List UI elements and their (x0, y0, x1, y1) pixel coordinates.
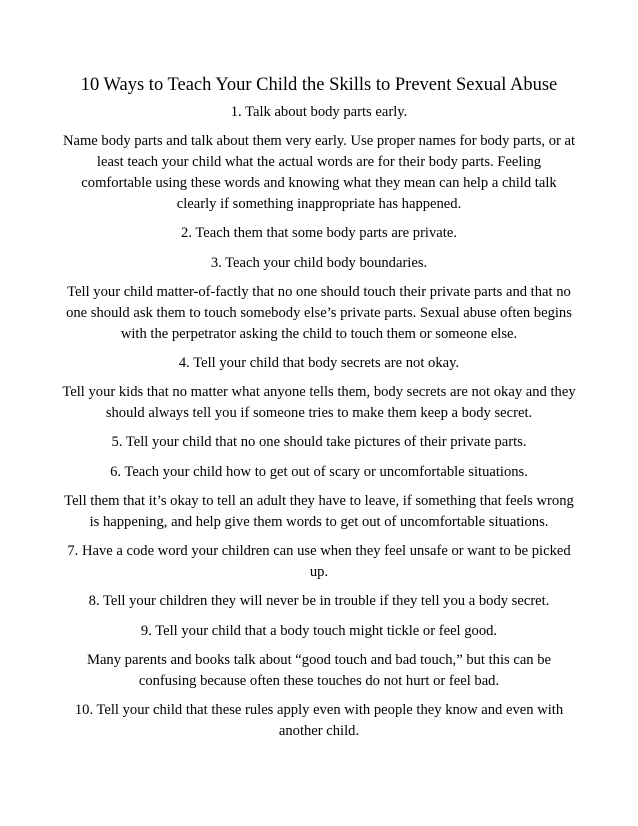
section-heading-10: 10. Tell your child that these rules apply even with people they know and even with another child. (74, 702, 564, 739)
section-body-4: Tell your kids that no matter what anyone tells them, body secrets are not okay and they should always tell you if someone tries to make them keep a body secret. (62, 384, 576, 421)
section-heading-3: 3. Teach your child body boundaries. (210, 255, 428, 271)
section-heading-4: 4. Tell your child that body secrets are not okay. (178, 355, 460, 371)
section-heading-9: 9. Tell your child that a body touch might tickle or feel good. (140, 623, 498, 639)
section-heading-5: 5. Tell your child that no one should take pictures of their private parts. (111, 434, 527, 450)
section-heading-8: 8. Tell your children they will never be in trouble if they tell you a body secret. (88, 593, 550, 609)
section-heading-7: 7. Have a code word your children can use when they feel unsafe or want to be picked up. (67, 543, 571, 580)
section-heading-6: 6. Teach your child how to get out of scary or uncomfortable situations. (110, 464, 528, 480)
section-heading-2: 2. Teach them that some body parts are private. (181, 225, 457, 241)
section-heading-1: 1. Talk about body parts early. (230, 104, 408, 120)
section-body-6: Tell them that it’s okay to tell an adult they have to leave, if something that feels wrong is happening, and help give them words to get out of uncomfortable situations. (64, 493, 574, 530)
document-content (60, 74, 578, 750)
section-body-3: Tell your child matter-of-factly that no one should touch their private parts and that no one should ask them to touch somebody else’s private parts. Sexual abuse often begins with the perpetrator asking the child to touch them or someone else. (66, 284, 572, 342)
section-body-9: Many parents and books talk about “good touch and bad touch,” but this can be confusing because often these touches do not hurt or feel bad. (86, 652, 552, 689)
document-title: 10 Ways to Teach Your Child the Skills to Prevent Sexual Abuse (80, 75, 558, 95)
section-body-1: Name body parts and talk about them very early. Use proper names for body parts, or at least teach your child what the actual words are for their body parts. Feeling comfortable using these words and knowing what they mean can help a child talk clearly if something inappropriate has happened. (62, 133, 576, 212)
